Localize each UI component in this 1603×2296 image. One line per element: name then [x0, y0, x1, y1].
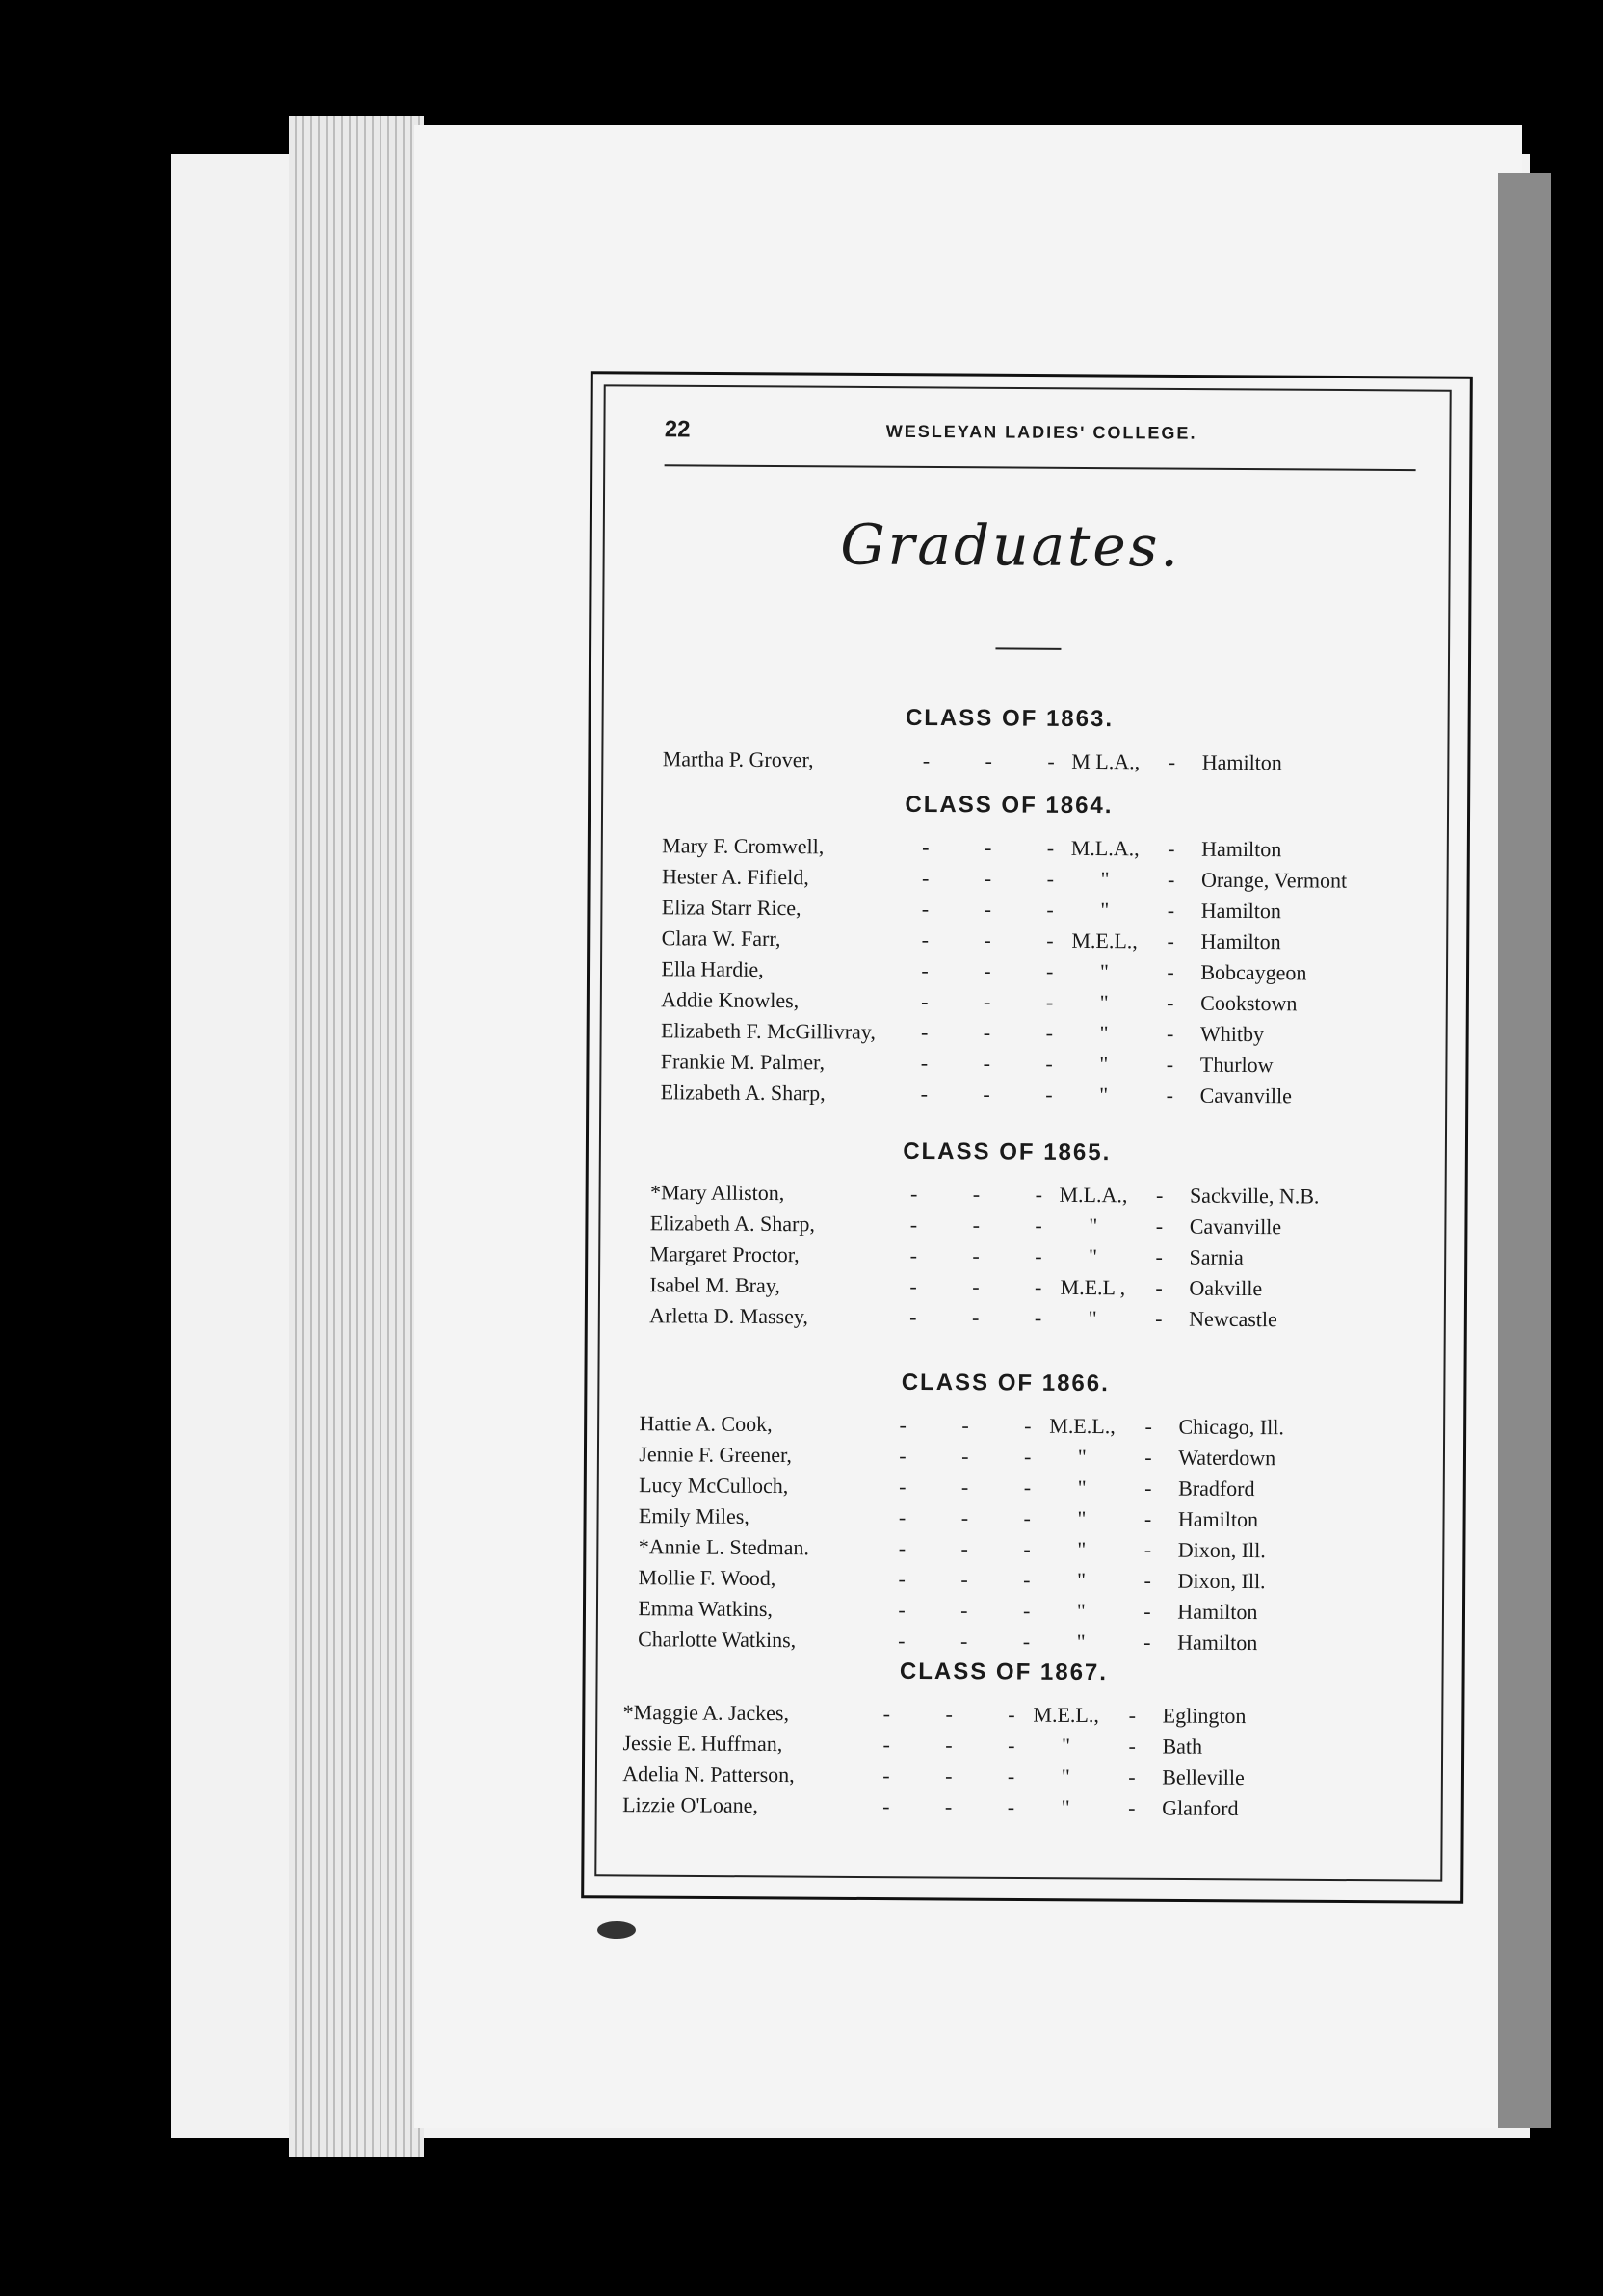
header-rule: [665, 464, 1416, 471]
leader-dots: - - -: [882, 1762, 1040, 1788]
graduate-name: *Maggie A. Jackes,: [622, 1700, 790, 1726]
graduate-degree: ": [1099, 1021, 1109, 1046]
graduate-row: [662, 864, 1432, 900]
leader-dash: -: [1167, 867, 1175, 892]
graduate-row: [638, 1596, 1408, 1631]
graduate-degree: M.E.L ,: [1060, 1274, 1126, 1300]
graduate-name: Clara W. Farr,: [661, 926, 781, 952]
leader-dots: - - -: [882, 1732, 1040, 1758]
graduate-row: [663, 746, 1433, 782]
graduate-row: [623, 1700, 1394, 1735]
graduate-place: Whitby: [1199, 1021, 1265, 1047]
graduate-row: [622, 1792, 1393, 1828]
graduate-name: Ella Hardie,: [661, 956, 764, 981]
graduate-place: Hamilton: [1201, 749, 1282, 775]
graduate-row: [662, 833, 1432, 869]
graduate-row: [649, 1272, 1420, 1308]
leader-dots: - - -: [921, 926, 1079, 952]
leader-dash: -: [1143, 1630, 1151, 1655]
graduate-place: Bradford: [1178, 1475, 1255, 1501]
leader-dots: - - -: [922, 834, 1080, 860]
graduate-name: Elizabeth A. Sharp,: [660, 1080, 826, 1106]
book-gutter: [1498, 173, 1551, 2128]
graduate-place: Orange, Vermont: [1200, 867, 1348, 893]
graduate-name: Charlotte Watkins,: [638, 1627, 797, 1653]
graduate-row: [639, 1534, 1409, 1570]
leader-dash: -: [1128, 1764, 1136, 1789]
graduate-row: [638, 1565, 1408, 1601]
leader-dash: -: [1143, 1599, 1151, 1624]
graduate-degree: ": [1061, 1763, 1070, 1788]
leader-dash: -: [1144, 1414, 1152, 1439]
graduate-place: Sarnia: [1189, 1244, 1244, 1269]
graduate-degree: M L.A.,: [1071, 748, 1141, 774]
graduate-name: Eliza Starr Rice,: [661, 895, 802, 921]
graduate-place: Eglington: [1162, 1703, 1247, 1729]
leader-dots: - - -: [922, 747, 1080, 773]
graduate-name: Mollie F. Wood,: [638, 1565, 776, 1591]
graduate-name: Jennie F. Greener,: [639, 1442, 793, 1468]
leader-dash: -: [1166, 1083, 1174, 1108]
graduate-name: Emily Miles,: [638, 1503, 749, 1528]
graduate-name: Frankie M. Palmer,: [660, 1049, 826, 1075]
graduate-place: Cavanville: [1189, 1213, 1282, 1239]
leader-dash: -: [1155, 1183, 1164, 1208]
graduate-place: Hamilton: [1177, 1599, 1258, 1625]
graduate-place: Newcastle: [1189, 1306, 1277, 1332]
leader-dots: - - -: [899, 1412, 1057, 1438]
graduate-place: Sackville, N.B.: [1189, 1183, 1320, 1209]
graduate-place: Hamilton: [1200, 898, 1281, 924]
leader-dots: - - -: [898, 1597, 1056, 1623]
graduate-degree: ": [1099, 1083, 1109, 1108]
graduate-degree: ": [1061, 1733, 1071, 1758]
graduate-place: Hamilton: [1201, 836, 1282, 862]
leader-dash: -: [1167, 990, 1174, 1015]
graduate-name: Lizzie O'Loane,: [622, 1792, 758, 1817]
graduate-row: [661, 926, 1432, 961]
leader-dots: - - -: [920, 1081, 1078, 1107]
leader-dash: -: [1167, 898, 1175, 923]
graduate-row: [639, 1473, 1409, 1508]
graduate-name: Elizabeth F. McGillivray,: [660, 1018, 876, 1044]
leader-dash: -: [1168, 836, 1175, 861]
graduate-degree: ": [1077, 1505, 1087, 1530]
graduate-degree: ": [1099, 990, 1109, 1015]
graduate-place: Waterdown: [1178, 1445, 1276, 1471]
graduate-row: [649, 1303, 1420, 1339]
page-number: 22: [664, 416, 691, 443]
page-content: [608, 404, 1435, 1873]
leader-dash: -: [1144, 1445, 1152, 1470]
graduate-degree: M.L.A.,: [1059, 1182, 1128, 1208]
graduate-place: Thurlow: [1199, 1052, 1274, 1078]
graduate-place: Glanford: [1162, 1795, 1239, 1820]
leader-dash: -: [1155, 1213, 1164, 1239]
graduate-degree: M.E.L.,: [1049, 1413, 1116, 1439]
leader-dots: - - -: [920, 1019, 1079, 1045]
graduate-name: Elizabeth A. Sharp,: [649, 1211, 815, 1237]
graduate-place: Cookstown: [1200, 990, 1298, 1016]
leader-dots: - - -: [898, 1566, 1056, 1592]
leader-dots: - - -: [898, 1535, 1056, 1561]
class-heading: CLASS OF 1863.: [905, 704, 1115, 733]
graduate-row: [661, 956, 1432, 992]
leader-dots: - - -: [921, 957, 1079, 983]
graduate-name: Margaret Proctor,: [649, 1241, 800, 1267]
graduate-degree: ": [1088, 1306, 1097, 1331]
leader-dots: - - -: [899, 1443, 1057, 1469]
leader-dots: - - -: [921, 988, 1079, 1014]
graduate-degree: ": [1089, 1213, 1098, 1239]
graduate-name: Mary F. Cromwell,: [662, 833, 825, 859]
leader-dots: - - -: [921, 896, 1079, 922]
graduate-name: Lucy McCulloch,: [639, 1473, 789, 1499]
leader-dash: -: [1167, 959, 1174, 984]
graduate-degree: ": [1076, 1629, 1086, 1654]
graduate-place: Oakville: [1189, 1275, 1263, 1301]
graduate-name: *Mary Alliston,: [649, 1180, 785, 1206]
graduate-row: [650, 1180, 1421, 1215]
graduate-row: [661, 1080, 1432, 1115]
graduate-degree: ": [1099, 1052, 1109, 1077]
graduate-name: Addie Knowles,: [661, 987, 800, 1013]
class-heading: CLASS OF 1867.: [899, 1657, 1109, 1686]
running-head: WESLEYAN LADIES' COLLEGE.: [885, 421, 1197, 443]
graduate-name: *Annie L. Stedman.: [638, 1534, 810, 1560]
graduate-row: [622, 1761, 1393, 1797]
leader-dash: -: [1155, 1275, 1163, 1300]
graduate-degree: ": [1100, 898, 1110, 923]
leader-dash: -: [1168, 749, 1176, 774]
graduate-name: Isabel M. Bray,: [649, 1272, 780, 1298]
leader-dash: -: [1155, 1306, 1163, 1331]
graduate-degree: ": [1076, 1567, 1087, 1592]
leader-dots: - - -: [898, 1628, 1056, 1654]
graduate-place: Bobcaygeon: [1200, 959, 1307, 985]
graduate-degree: M.E.L.,: [1033, 1702, 1099, 1728]
graduate-row: [662, 895, 1432, 930]
leader-dash: -: [1143, 1537, 1152, 1562]
graduate-place: Dixon, Ill.: [1177, 1568, 1266, 1594]
graduate-row: [661, 1049, 1432, 1084]
leader-dash: -: [1166, 1052, 1174, 1077]
leader-dash: -: [1128, 1795, 1136, 1820]
graduate-row: [661, 987, 1432, 1023]
graduate-place: Hamilton: [1177, 1630, 1258, 1656]
graduate-degree: ": [1076, 1598, 1086, 1623]
leader-dash: -: [1143, 1568, 1151, 1593]
page-header: [665, 416, 1426, 459]
graduate-place: Belleville: [1162, 1764, 1245, 1790]
graduate-degree: ": [1099, 959, 1109, 984]
leader-dots: - - -: [882, 1793, 1040, 1819]
leader-dash: -: [1128, 1734, 1136, 1759]
leader-dots: - - -: [921, 865, 1080, 891]
leader-dots: - - -: [909, 1181, 1068, 1207]
graduate-degree: M.L.A.,: [1070, 835, 1140, 861]
leader-dash: -: [1155, 1244, 1164, 1269]
graduate-place: Bath: [1162, 1734, 1203, 1759]
graduate-name: Martha P. Grover,: [662, 746, 814, 772]
graduate-place: Hamilton: [1177, 1506, 1259, 1532]
graduate-place: Hamilton: [1200, 928, 1281, 954]
leader-dots: - - -: [920, 1050, 1078, 1076]
class-heading: CLASS OF 1866.: [901, 1369, 1110, 1397]
graduate-name: Hattie A. Cook,: [639, 1411, 773, 1437]
graduate-name: Arletta D. Massey,: [649, 1303, 809, 1329]
graduate-row: [622, 1731, 1393, 1766]
class-heading: CLASS OF 1864.: [905, 791, 1114, 820]
graduate-degree: ": [1089, 1244, 1098, 1269]
graduate-row: [650, 1211, 1421, 1246]
graduate-degree: ": [1061, 1794, 1070, 1819]
graduate-place: Chicago, Ill.: [1178, 1414, 1284, 1440]
graduate-place: Cavanville: [1199, 1083, 1293, 1109]
graduate-name: Hester A. Fifield,: [661, 864, 809, 890]
graduate-degree: ": [1077, 1536, 1087, 1561]
graduate-row: [639, 1503, 1409, 1539]
leader-dash: -: [1167, 928, 1175, 953]
graduate-row: [639, 1442, 1409, 1477]
graduate-row: [639, 1411, 1409, 1447]
ink-blot: [597, 1921, 636, 1939]
graduate-degree: M.E.L.,: [1071, 927, 1138, 953]
leader-dots: - - -: [882, 1701, 1040, 1727]
class-heading: CLASS OF 1865.: [903, 1137, 1112, 1166]
graduate-name: Jessie E. Huffman,: [622, 1731, 783, 1757]
leader-dots: - - -: [899, 1474, 1057, 1500]
title-rule: [995, 647, 1061, 649]
leader-dots: - - -: [909, 1273, 1067, 1299]
graduate-degree: ": [1077, 1444, 1087, 1469]
leader-dash: -: [1143, 1506, 1152, 1531]
graduate-name: Adelia N. Patterson,: [622, 1761, 795, 1787]
graduate-row: [661, 1018, 1432, 1054]
leader-dots: - - -: [898, 1504, 1057, 1530]
graduate-row: [649, 1241, 1420, 1277]
page-title: Graduates.: [840, 511, 1182, 580]
graduate-place: Dixon, Ill.: [1177, 1537, 1266, 1563]
graduate-degree: ": [1100, 867, 1110, 892]
leader-dash: -: [1166, 1021, 1174, 1046]
page-stack-edge: [289, 116, 424, 2157]
leader-dots: - - -: [909, 1304, 1067, 1330]
leader-dots: - - -: [909, 1242, 1067, 1268]
leader-dash: -: [1144, 1475, 1152, 1500]
leader-dots: - - -: [909, 1212, 1067, 1238]
leader-dash: -: [1128, 1703, 1137, 1728]
graduate-degree: ": [1077, 1474, 1087, 1500]
graduate-name: Emma Watkins,: [638, 1596, 774, 1622]
